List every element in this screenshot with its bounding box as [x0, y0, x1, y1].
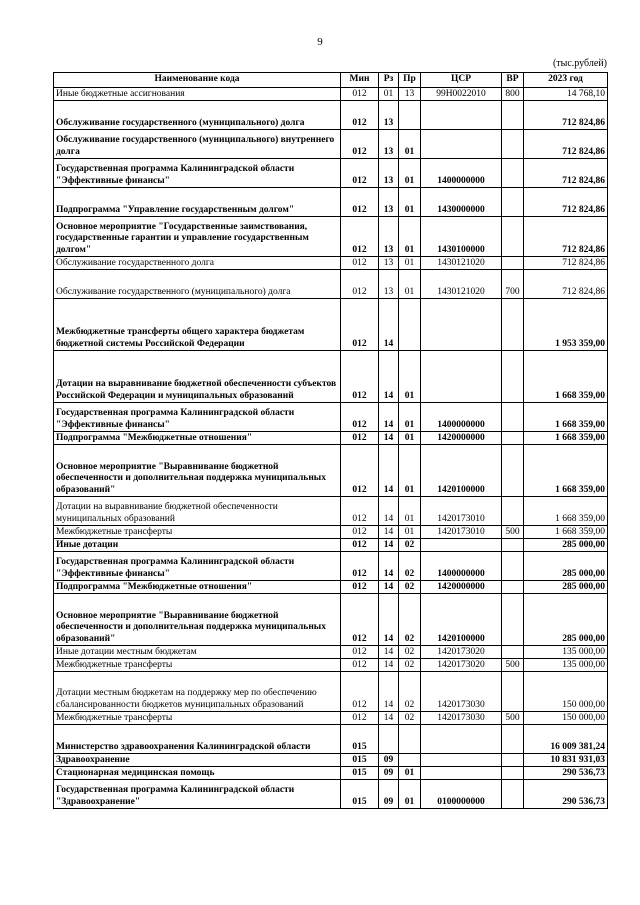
cell-vr	[502, 780, 524, 809]
cell-min: 012	[341, 403, 379, 432]
cell-csr	[421, 767, 502, 780]
cell-rz: 14	[379, 659, 399, 672]
cell-amount: 712 824,86	[524, 159, 608, 188]
cell-vr	[502, 351, 524, 403]
cell-csr	[421, 351, 502, 403]
cell-csr	[421, 130, 502, 159]
cell-min: 012	[341, 646, 379, 659]
cell-rz: 14	[379, 552, 399, 581]
table-row	[54, 403, 608, 432]
cell-amount: 16 009 381,24	[524, 725, 608, 754]
cell-min: 012	[341, 257, 379, 270]
table-row	[54, 130, 608, 159]
cell-name: Иные бюджетные ассигнования	[54, 88, 341, 101]
table-row	[54, 188, 608, 217]
cell-name: Межбюджетные трансферты	[54, 712, 341, 725]
cell-vr	[502, 432, 524, 445]
cell-name: Иные дотации местным бюджетам	[54, 646, 341, 659]
table-row	[54, 646, 608, 659]
cell-csr: 1430000000	[421, 188, 502, 217]
cell-pr: 01	[399, 351, 421, 403]
cell-vr	[502, 754, 524, 767]
cell-pr: 02	[399, 581, 421, 594]
cell-amount: 10 831 931,03	[524, 754, 608, 767]
cell-min: 012	[341, 659, 379, 672]
cell-csr: 1400000000	[421, 552, 502, 581]
cell-min: 012	[341, 445, 379, 497]
cell-amount: 290 536,73	[524, 780, 608, 809]
units-label: (тыс.рублей)	[552, 58, 607, 69]
cell-min: 012	[341, 539, 379, 552]
cell-name: Дотации местным бюджетам на поддержку мер по обеспечению сбалансированности бюджетов муниципальных образований	[54, 672, 341, 712]
table-row	[54, 552, 608, 581]
table-row	[54, 159, 608, 188]
cell-rz: 14	[379, 594, 399, 646]
cell-pr: 02	[399, 672, 421, 712]
cell-amount: 712 824,86	[524, 130, 608, 159]
cell-csr	[421, 101, 502, 130]
cell-name: Межбюджетные трансферты	[54, 659, 341, 672]
cell-name: Межбюджетные трансферты	[54, 526, 341, 539]
col-header-vr: ВР	[502, 73, 524, 88]
cell-rz: 09	[379, 780, 399, 809]
cell-pr: 01	[399, 403, 421, 432]
cell-rz: 14	[379, 299, 399, 351]
table-row	[54, 432, 608, 445]
cell-vr	[502, 725, 524, 754]
cell-min: 012	[341, 672, 379, 712]
cell-pr: 01	[399, 432, 421, 445]
col-header-min: Мин	[341, 73, 379, 88]
budget-table	[53, 72, 608, 809]
cell-csr	[421, 754, 502, 767]
cell-rz: 13	[379, 257, 399, 270]
cell-amount: 1 953 359,00	[524, 299, 608, 351]
cell-name: Основное мероприятие "Выравнивание бюджетной обеспеченности и дополнительная поддержка муниципальных образований"	[54, 594, 341, 646]
cell-pr: 01	[399, 445, 421, 497]
cell-name: Государственная программа Калининградской области "Эффективные финансы"	[54, 403, 341, 432]
cell-csr: 1400000000	[421, 403, 502, 432]
cell-pr: 01	[399, 130, 421, 159]
cell-vr	[502, 646, 524, 659]
cell-pr: 01	[399, 270, 421, 299]
cell-vr: 500	[502, 526, 524, 539]
col-header-csr: ЦСР	[421, 73, 502, 88]
cell-csr: 1420173010	[421, 526, 502, 539]
cell-rz: 13	[379, 217, 399, 257]
cell-rz: 01	[379, 88, 399, 101]
cell-pr: 01	[399, 188, 421, 217]
cell-amount: 1 668 359,00	[524, 497, 608, 526]
cell-name: Государственная программа Калининградской области "Эффективные финансы"	[54, 552, 341, 581]
cell-name: Подпрограмма "Межбюджетные отношения"	[54, 581, 341, 594]
table-row	[54, 351, 608, 403]
cell-name: Основное мероприятие "Государственные заимствования, государственные гарантии и управление государственным долгом"	[54, 217, 341, 257]
cell-rz: 14	[379, 672, 399, 712]
cell-min: 012	[341, 712, 379, 725]
cell-vr	[502, 552, 524, 581]
cell-amount: 712 824,86	[524, 270, 608, 299]
cell-vr	[502, 159, 524, 188]
cell-min: 012	[341, 188, 379, 217]
cell-amount: 1 668 359,00	[524, 351, 608, 403]
table-header-row	[54, 73, 608, 88]
cell-amount: 135 000,00	[524, 659, 608, 672]
table-row	[54, 594, 608, 646]
cell-name: Государственная программа Калининградской области "Здравоохранение"	[54, 780, 341, 809]
table-row	[54, 270, 608, 299]
cell-min: 012	[341, 594, 379, 646]
cell-vr	[502, 101, 524, 130]
col-header-year: 2023 год	[524, 73, 608, 88]
cell-name: Дотации на выравнивание бюджетной обеспеченности субъектов Российской Федерации и муниципальных образований	[54, 351, 341, 403]
cell-pr: 01	[399, 257, 421, 270]
cell-pr: 01	[399, 780, 421, 809]
cell-csr: 1420100000	[421, 594, 502, 646]
cell-vr	[502, 188, 524, 217]
cell-name: Обслуживание государственного (муниципального) долга	[54, 101, 341, 130]
cell-csr	[421, 299, 502, 351]
cell-vr	[502, 539, 524, 552]
cell-rz: 14	[379, 539, 399, 552]
col-header-pr: Пр	[399, 73, 421, 88]
cell-csr: 1400000000	[421, 159, 502, 188]
cell-rz: 09	[379, 767, 399, 780]
cell-min: 012	[341, 581, 379, 594]
cell-pr: 02	[399, 646, 421, 659]
cell-csr	[421, 539, 502, 552]
cell-vr	[502, 217, 524, 257]
cell-name: Министерство здравоохранения Калининградской области	[54, 725, 341, 754]
cell-amount: 1 668 359,00	[524, 526, 608, 539]
cell-csr: 1420173030	[421, 672, 502, 712]
cell-vr	[502, 130, 524, 159]
cell-csr: 99Н0022010	[421, 88, 502, 101]
cell-pr	[399, 754, 421, 767]
cell-vr	[502, 403, 524, 432]
cell-min: 012	[341, 351, 379, 403]
cell-vr	[502, 299, 524, 351]
cell-pr: 01	[399, 497, 421, 526]
table-row	[54, 497, 608, 526]
cell-amount: 135 000,00	[524, 646, 608, 659]
cell-vr	[502, 594, 524, 646]
cell-name: Дотации на выравнивание бюджетной обеспеченности муниципальных образований	[54, 497, 341, 526]
cell-pr: 02	[399, 712, 421, 725]
cell-pr: 13	[399, 88, 421, 101]
cell-vr	[502, 497, 524, 526]
cell-name: Стационарная медицинская помощь	[54, 767, 341, 780]
cell-amount: 285 000,00	[524, 594, 608, 646]
table-row	[54, 725, 608, 754]
cell-min: 012	[341, 432, 379, 445]
table-row	[54, 257, 608, 270]
cell-vr: 800	[502, 88, 524, 101]
cell-csr: 1420173020	[421, 646, 502, 659]
cell-min: 012	[341, 130, 379, 159]
cell-pr: 02	[399, 552, 421, 581]
table-row	[54, 217, 608, 257]
cell-min: 012	[341, 552, 379, 581]
cell-pr: 01	[399, 526, 421, 539]
cell-amount: 285 000,00	[524, 539, 608, 552]
table-row	[54, 445, 608, 497]
cell-pr: 02	[399, 539, 421, 552]
cell-pr	[399, 299, 421, 351]
cell-min: 012	[341, 88, 379, 101]
cell-name: Подпрограмма "Управление государственным долгом"	[54, 188, 341, 217]
cell-amount: 712 824,86	[524, 188, 608, 217]
cell-amount: 712 824,86	[524, 257, 608, 270]
cell-name: Межбюджетные трансферты общего характера бюджетам бюджетной системы Российской Федерации	[54, 299, 341, 351]
table-row	[54, 299, 608, 351]
cell-amount: 150 000,00	[524, 672, 608, 712]
page-number: 9	[317, 36, 323, 48]
col-header-name: Наименование кода	[54, 73, 341, 88]
cell-csr	[421, 725, 502, 754]
table-row	[54, 101, 608, 130]
cell-vr	[502, 445, 524, 497]
cell-amount: 1 668 359,00	[524, 403, 608, 432]
cell-amount: 285 000,00	[524, 552, 608, 581]
cell-name: Обслуживание государственного долга	[54, 257, 341, 270]
table-row	[54, 539, 608, 552]
cell-min: 015	[341, 780, 379, 809]
cell-rz: 13	[379, 188, 399, 217]
cell-amount: 150 000,00	[524, 712, 608, 725]
cell-csr: 1420173010	[421, 497, 502, 526]
cell-csr: 1420100000	[421, 445, 502, 497]
cell-min: 012	[341, 497, 379, 526]
cell-amount: 712 824,86	[524, 217, 608, 257]
cell-rz: 14	[379, 432, 399, 445]
cell-name: Иные дотации	[54, 539, 341, 552]
table-row	[54, 672, 608, 712]
cell-csr: 0100000000	[421, 780, 502, 809]
col-header-rz: Рз	[379, 73, 399, 88]
cell-rz: 13	[379, 101, 399, 130]
table-row	[54, 767, 608, 780]
cell-amount: 712 824,86	[524, 101, 608, 130]
cell-rz: 14	[379, 445, 399, 497]
cell-csr: 1420000000	[421, 432, 502, 445]
cell-pr: 01	[399, 767, 421, 780]
cell-vr: 500	[502, 712, 524, 725]
cell-csr: 1430121020	[421, 270, 502, 299]
cell-rz: 13	[379, 130, 399, 159]
cell-name: Основное мероприятие "Выравнивание бюджетной обеспеченности и дополнительная поддержка муниципальных образований"	[54, 445, 341, 497]
cell-min: 012	[341, 526, 379, 539]
cell-vr: 500	[502, 659, 524, 672]
cell-rz: 14	[379, 403, 399, 432]
cell-vr	[502, 581, 524, 594]
cell-min: 012	[341, 270, 379, 299]
cell-rz: 14	[379, 351, 399, 403]
cell-name: Подпрограмма "Межбюджетные отношения"	[54, 432, 341, 445]
cell-pr: 01	[399, 217, 421, 257]
cell-name: Государственная программа Калининградской области "Эффективные финансы"	[54, 159, 341, 188]
table-row	[54, 780, 608, 809]
cell-amount: 1 668 359,00	[524, 432, 608, 445]
cell-name: Здравоохранение	[54, 754, 341, 767]
cell-name: Обслуживание государственного (муниципального) внутреннего долга	[54, 130, 341, 159]
cell-min: 012	[341, 217, 379, 257]
cell-csr: 1420000000	[421, 581, 502, 594]
table-row	[54, 712, 608, 725]
cell-min: 012	[341, 159, 379, 188]
cell-pr	[399, 725, 421, 754]
cell-min: 015	[341, 767, 379, 780]
table-row	[54, 659, 608, 672]
cell-vr	[502, 767, 524, 780]
table-row	[54, 526, 608, 539]
cell-rz: 09	[379, 754, 399, 767]
cell-pr: 02	[399, 594, 421, 646]
table-row	[54, 581, 608, 594]
cell-pr: 01	[399, 159, 421, 188]
cell-rz: 14	[379, 497, 399, 526]
cell-amount: 290 536,73	[524, 767, 608, 780]
cell-amount: 1 668 359,00	[524, 445, 608, 497]
cell-rz: 14	[379, 581, 399, 594]
cell-vr	[502, 257, 524, 270]
cell-min: 012	[341, 101, 379, 130]
cell-min: 012	[341, 299, 379, 351]
cell-min: 015	[341, 754, 379, 767]
table-row	[54, 754, 608, 767]
cell-rz: 13	[379, 270, 399, 299]
cell-rz: 14	[379, 646, 399, 659]
cell-vr	[502, 672, 524, 712]
cell-csr: 1420173030	[421, 712, 502, 725]
cell-rz	[379, 725, 399, 754]
cell-csr: 1420173020	[421, 659, 502, 672]
cell-rz: 14	[379, 526, 399, 539]
cell-pr	[399, 101, 421, 130]
table-row	[54, 88, 608, 101]
cell-csr: 1430121020	[421, 257, 502, 270]
cell-csr: 1430100000	[421, 217, 502, 257]
cell-amount: 285 000,00	[524, 581, 608, 594]
cell-vr: 700	[502, 270, 524, 299]
cell-min: 015	[341, 725, 379, 754]
cell-amount: 14 768,10	[524, 88, 608, 101]
cell-rz: 13	[379, 159, 399, 188]
cell-name: Обслуживание государственного (муниципального) долга	[54, 270, 341, 299]
cell-pr: 02	[399, 659, 421, 672]
cell-rz: 14	[379, 712, 399, 725]
